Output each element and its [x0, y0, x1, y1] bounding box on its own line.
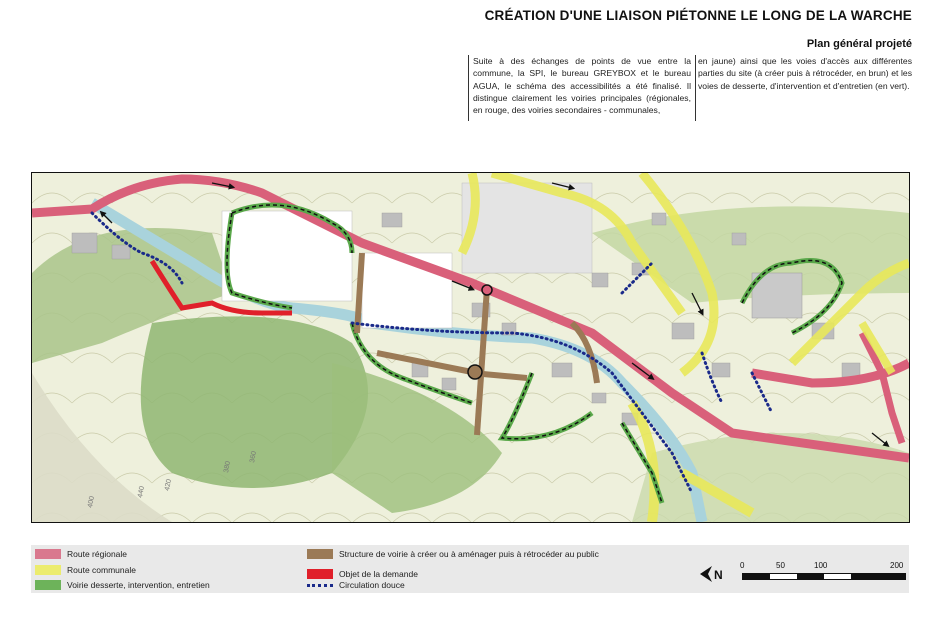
- roundabout-1: [468, 365, 482, 379]
- legend-dots: [307, 580, 333, 590]
- legend-structure-voirie: [307, 549, 599, 559]
- legend-label: Route communale: [67, 565, 136, 575]
- legend-route-regionale: [35, 549, 127, 559]
- north-arrow-icon: [698, 563, 728, 585]
- roundabout-2: [482, 285, 492, 295]
- scale-tick-50: 50: [776, 561, 785, 570]
- legend-swatch: [307, 569, 333, 579]
- scale-tick-200: 200: [890, 561, 904, 570]
- legend-objet-demande: [307, 569, 418, 579]
- contour-label-420: 420: [164, 478, 173, 492]
- legend-label: Voirie desserte, intervention, entretien: [67, 580, 210, 590]
- contour-label-440: 440: [137, 485, 146, 499]
- contour-label-380: 380: [223, 460, 232, 474]
- scale-bar: [698, 561, 908, 587]
- legend-route-communale: [35, 565, 136, 575]
- site-plan-map: [31, 172, 910, 523]
- scale-bar-graphic: [742, 573, 906, 580]
- legend-swatch: [307, 549, 333, 559]
- legend-label: Structure de voirie à créer ou à aménager puis à rétrocéder au public: [339, 549, 599, 559]
- contour-label-400: 400: [87, 495, 96, 509]
- legend-label: Circulation douce: [339, 580, 405, 590]
- legend-swatch: [35, 580, 61, 590]
- scale-tick-100: 100: [814, 561, 828, 570]
- legend-circulation-douce: [307, 580, 405, 590]
- page-title: CRÉATION D'UNE LIAISON PIÉTONNE LE LONG DE LA WARCHE: [484, 8, 912, 23]
- intro-text-column-2: en jaune) ainsi que les voies d'accès aux différentes parties du site (à créer puis à rétrocéder, en brun) et les voies de desserte, d'intervention et d'entretien (en vert).: [698, 56, 912, 91]
- intro-text-column-1: Suite à des échanges de points de vue entre la commune, la SPI, le bureau GREYBOX et le bureau AGUA, le schéma des accessibilités a été finalisé. Il distingue clairement les voiries principales (régionales, en rouge, des voiries secondaires - communales,: [468, 55, 696, 121]
- page-subtitle: Plan général projeté: [806, 38, 912, 50]
- legend-swatch: [35, 549, 61, 559]
- building-new-2: [362, 253, 452, 328]
- legend-label: Objet de la demande: [339, 569, 418, 579]
- legend-swatch: [35, 565, 61, 575]
- legend-label: Route régionale: [67, 549, 128, 559]
- legend-voirie-desserte: [35, 580, 210, 590]
- scale-tick-0: 0: [740, 561, 745, 570]
- contour-label-360: 360: [249, 450, 258, 464]
- north-label: N: [714, 568, 723, 582]
